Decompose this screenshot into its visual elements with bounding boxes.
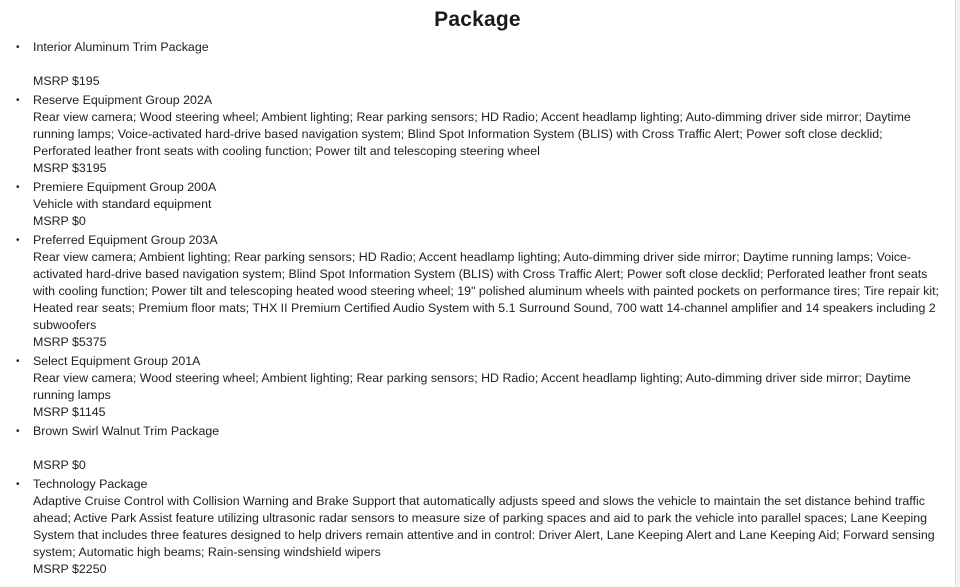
package-name: Select Equipment Group 201A [33,354,201,368]
package-item [16,92,955,177]
package-description [33,440,943,457]
bullet-icon: • [16,42,20,53]
package-price: MSRP $2250 [33,562,107,576]
package-item [16,476,955,578]
package-name: Interior Aluminum Trim Package [33,40,209,54]
package-name: Brown Swirl Walnut Trim Package [33,424,220,438]
package-item [16,232,955,351]
package-item [16,353,955,421]
package-price: MSRP $195 [33,74,100,88]
package-name: Preferred Equipment Group 203A [33,233,218,247]
package-name: Technology Package [33,477,148,491]
package-price: MSRP $1145 [33,405,106,419]
bullet-icon: • [16,95,20,106]
package-description [33,56,943,73]
package-description: Adaptive Cruise Control with Collision Warning and Brake Support that automatically adjusts speed and slows the vehicle to maintain the set distance behind traffic ahead; Active Park Assist feature utilizing ultrasonic radar sensors to measure size of parking spaces and aid to park the vehicle into parallel spaces; Lane Keeping System that includes three features designed to help drivers remain attentive and in control: Driver Alert, Lane Keeping Alert and Lane Keeping Aid; Forward sensing system; Automatic high beams; Rain-sensing windshield wipers [33,494,935,559]
page-title: Package [434,8,521,31]
package-item [16,423,955,474]
package-list [0,39,955,578]
package-price: MSRP $0 [33,214,86,228]
package-name: Reserve Equipment Group 202A [33,93,213,107]
package-description: Rear view camera; Wood steering wheel; Ambient lighting; Rear parking sensors; HD Radio; Accent headlamp lighting; Auto-dimming driver side mirror; Daytime running lamps; Voice-activated hard-drive based navigation system; Blind Spot Information System (BLIS) with Cross Traffic Alert; Power soft close decklid; Perforated leather front seats with cooling function; Power tilt and telescoping steering wheel [33,110,911,158]
package-item [16,179,955,230]
bullet-icon: • [16,426,20,437]
package-price: MSRP $3195 [33,161,107,175]
package-description: Rear view camera; Ambient lighting; Rear parking sensors; HD Radio; Accent headlamp lighting; Auto-dimming driver side mirror; Daytime running lamps; Voice-activated hard-drive based navigation system; Blind Spot Information System (BLIS) with Cross Traffic Alert; Power soft close decklid; Perforated leather front seats with cooling function; Power tilt and telescoping heated wood steering wheel; 19" polished aluminum wheels with painted pockets on performance tires; Tire repair kit; Heated rear seats; Premium floor mats; THX II Premium Certified Audio System with 5.1 Surround Sound, 700 watt 14-channel amplifier and 14 speakers including 2 subwoofers [33,250,939,332]
bullet-icon: • [16,479,20,490]
package-price: MSRP $0 [33,458,86,472]
scrollbar[interactable] [955,0,960,587]
bullet-icon: • [16,356,20,367]
package-price: MSRP $5375 [33,335,107,349]
package-name: Premiere Equipment Group 200A [33,180,217,194]
bullet-icon: • [16,182,20,193]
package-description: Vehicle with standard equipment [33,197,212,211]
bullet-icon: • [16,235,20,246]
package-item [16,39,955,90]
package-description: Rear view camera; Wood steering wheel; Ambient lighting; Rear parking sensors; HD Radio; Accent headlamp lighting; Auto-dimming driver side mirror; Daytime running lamps [33,371,911,402]
